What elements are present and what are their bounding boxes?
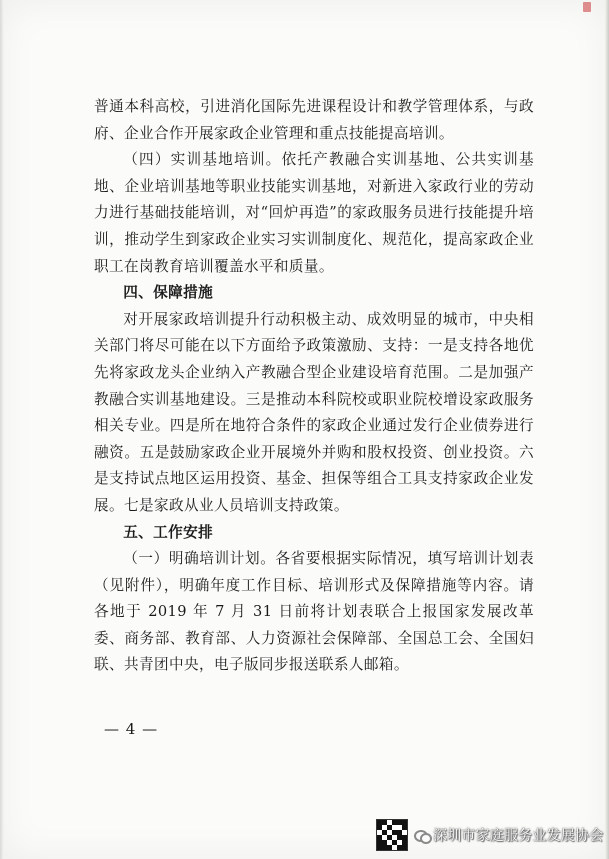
paper-edge-right	[605, 0, 609, 859]
page-number: — 4 —	[104, 720, 159, 738]
paragraph-training-plan: （一）明确培训计划。各省要根据实际情况，填写培训计划表（见附件），明确年度工作目标、培训形式及保障措施等内容。请各地于 2019 年 7 月 31 日前将计划表联合上报国家发展改革委、商务部、教育部、人力资源社会保障部、全国总工会、全国妇联、共青团中央，电子版同步报送联系人邮箱。	[94, 550, 534, 674]
document-body	[94, 94, 534, 679]
watermark-text: 深圳市家庭服务业发展协会	[433, 828, 604, 844]
watermark	[376, 818, 603, 852]
section-heading-safeguards: 四、保障措施	[123, 284, 214, 302]
corner-mark	[583, 2, 591, 12]
paragraph-continuation: 普通本科高校，引进消化国际先进课程设计和教学管理体系，与政府、企业合作开展家政企业管理和重点技能提高培训。	[94, 98, 534, 142]
paragraph-safeguards: 对开展家政培训提升行动积极主动、成效明显的城市，中央相关部门将尽可能在以下方面给予政策激励、支持：一是支持各地优先将家政龙头企业纳入产教融合型企业建设培育范围。二是加强产教融合实训基地建设。三是推动本科院校或职业院校增设家政服务相关专业。四是所在地符合条件的家政企业通过发行企业债券进行融资。五是鼓励家政企业开展境外并购和股权投资、创业投资。六是支持试点地区运用投资、基金、担保等组合工具支持家政企业发展。七是家政从业人员培训支持政策。	[94, 310, 534, 514]
section-heading-arrangements: 五、工作安排	[123, 523, 214, 541]
paper-edge-left	[0, 0, 4, 859]
paragraph-training-base: （四）实训基地培训。依托产教融合实训基地、公共实训基地、企业培训基地等职业技能实训基地，对新进入家政行业的劳动力进行基础技能培训，对“回炉再造”的家政服务员进行技能提升培训，推动学生到家政企业实习实训制度化、规范化，提高家政企业职工在岗教育培训覆盖水平和质量。	[94, 151, 534, 275]
qr-code-icon	[376, 819, 408, 851]
wechat-icon	[414, 828, 430, 842]
